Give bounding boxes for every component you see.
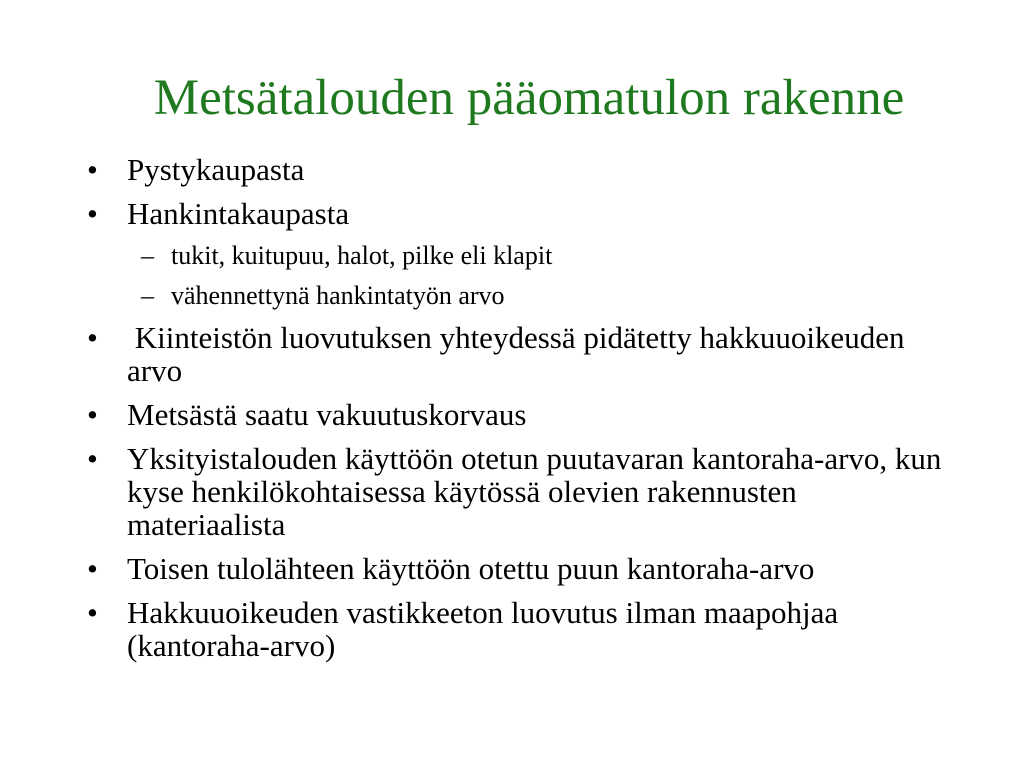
- slide-title: Metsätalouden pääomatulon rakenne: [153, 70, 905, 126]
- list-item-text: Hakkuuoikeuden vastikkeeton luovutus ilman maapohjaa (kantoraha-arvo): [127, 595, 854, 663]
- list-item: [87, 321, 957, 387]
- bullet-icon: •: [87, 152, 98, 187]
- list-item: [87, 596, 957, 662]
- list-item: [87, 442, 957, 541]
- dash-icon: –: [141, 281, 154, 310]
- bullet-icon: •: [87, 441, 98, 476]
- list-item-text: Metsästä saatu vakuutuskorvaus: [127, 397, 527, 432]
- sub-list-item-text: vähennettynä hankintatyön arvo: [171, 281, 505, 310]
- list-item-text: Yksityistalouden käyttöön otetun puutavaran kantoraha-arvo, kun kyse henkilökohtaisessa käytössä olevien rakennusten materiaalista: [127, 441, 942, 542]
- list-item: [87, 552, 957, 585]
- sub-list-item: [87, 281, 957, 311]
- bullet-icon: •: [87, 595, 98, 630]
- list-item: [87, 197, 957, 230]
- list-item-text: Pystykaupasta: [127, 152, 305, 187]
- bullet-icon: •: [87, 320, 98, 355]
- list-item: [87, 398, 957, 431]
- bullet-icon: •: [87, 397, 98, 432]
- sub-list-item: [87, 241, 957, 271]
- bullet-icon: •: [87, 196, 98, 231]
- sub-list-item-text: tukit, kuitupuu, halot, pilke eli klapit: [171, 241, 553, 270]
- list-item-text: Toisen tulolähteen käyttöön otettu puun kantoraha-arvo: [127, 551, 815, 586]
- list-item-text: Kiinteistön luovutuksen yhteydessä pidätetty hakkuuoikeuden arvo: [127, 320, 913, 388]
- dash-icon: –: [141, 241, 154, 270]
- bullet-list: [87, 153, 957, 673]
- bullet-icon: •: [87, 551, 98, 586]
- list-item: [87, 153, 957, 186]
- list-item-text: Hankintakaupasta: [127, 196, 350, 231]
